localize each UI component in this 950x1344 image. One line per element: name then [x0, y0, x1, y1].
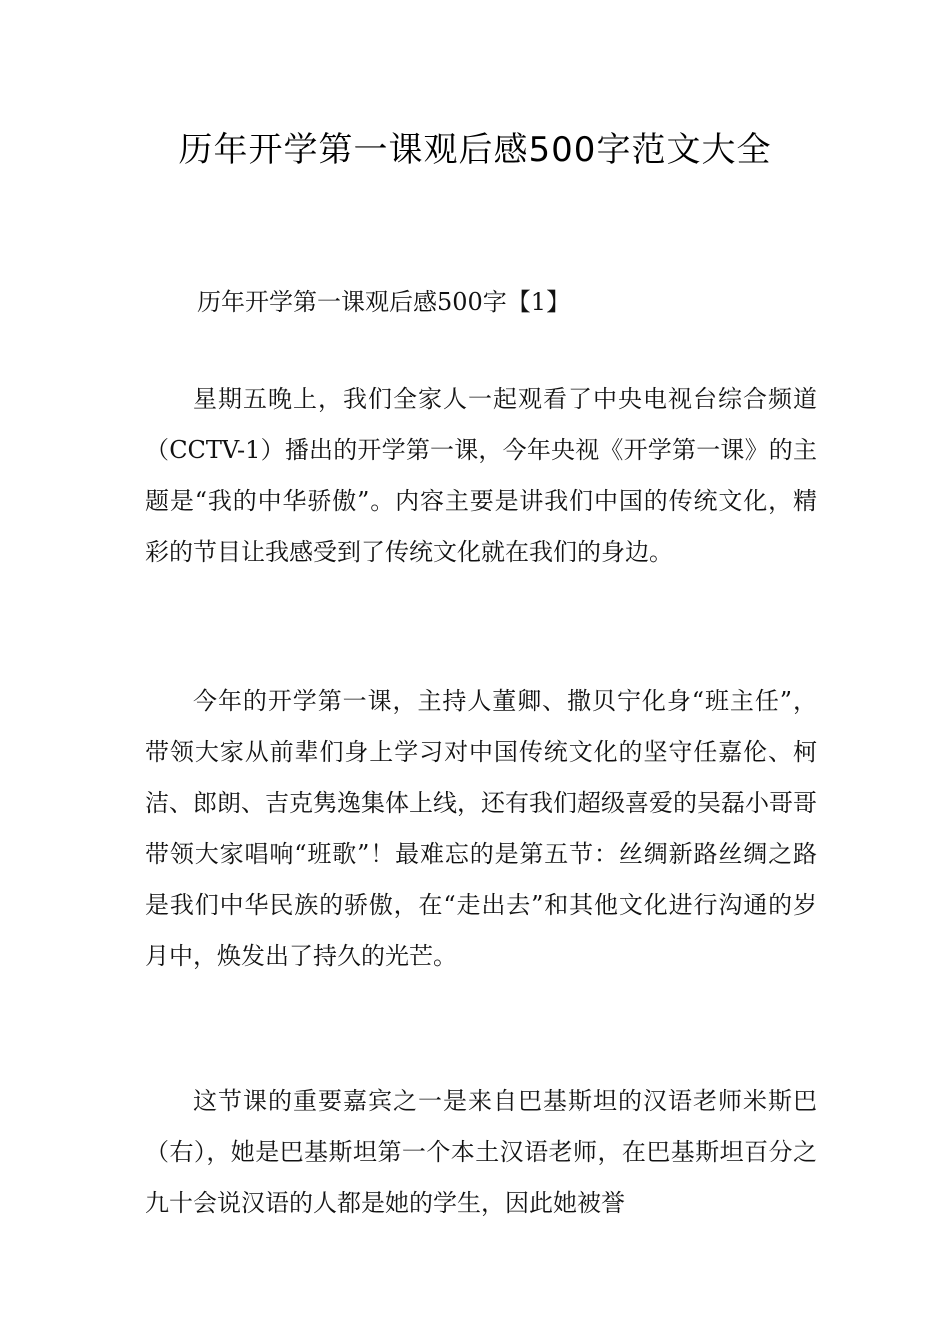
paragraph-1: 星期五晚上，我们全家人一起观看了中央电视台综合频道（CCTV-1）播出的开学第一课，今年央视《开学第一课》的主题是“我的中华骄傲”。内容主要是讲我们中国的传统文化，精彩的节目让我感受到了传统文化就在我们的身边。: [145, 385, 817, 566]
paragraph-2: 今年的开学第一课，主持人董卿、撒贝宁化身“班主任”，带领大家从前辈们身上学习对中国传统文化的坚守任嘉伦、柯洁、郎朗、吉克隽逸集体上线，还有我们超级喜爱的吴磊小哥哥带领大家唱响“班歌”！最难忘的是第五节：丝绸新路丝绸之路是我们中华民族的骄傲，在“走出去”和其他文化进行沟通的岁月中，焕发出了持久的光芒。: [145, 687, 817, 970]
document-title: 历年开学第一课观后感500字范文大全: [178, 130, 772, 170]
paragraph-3: 这节课的重要嘉宾之一是来自巴基斯坦的汉语老师米斯巴（右），她是巴基斯坦第一个本土汉语老师，在巴基斯坦百分之九十会说汉语的人都是她的学生，因此她被誉: [145, 1087, 817, 1217]
section-heading: 历年开学第一课观后感500字【1】: [197, 288, 571, 316]
